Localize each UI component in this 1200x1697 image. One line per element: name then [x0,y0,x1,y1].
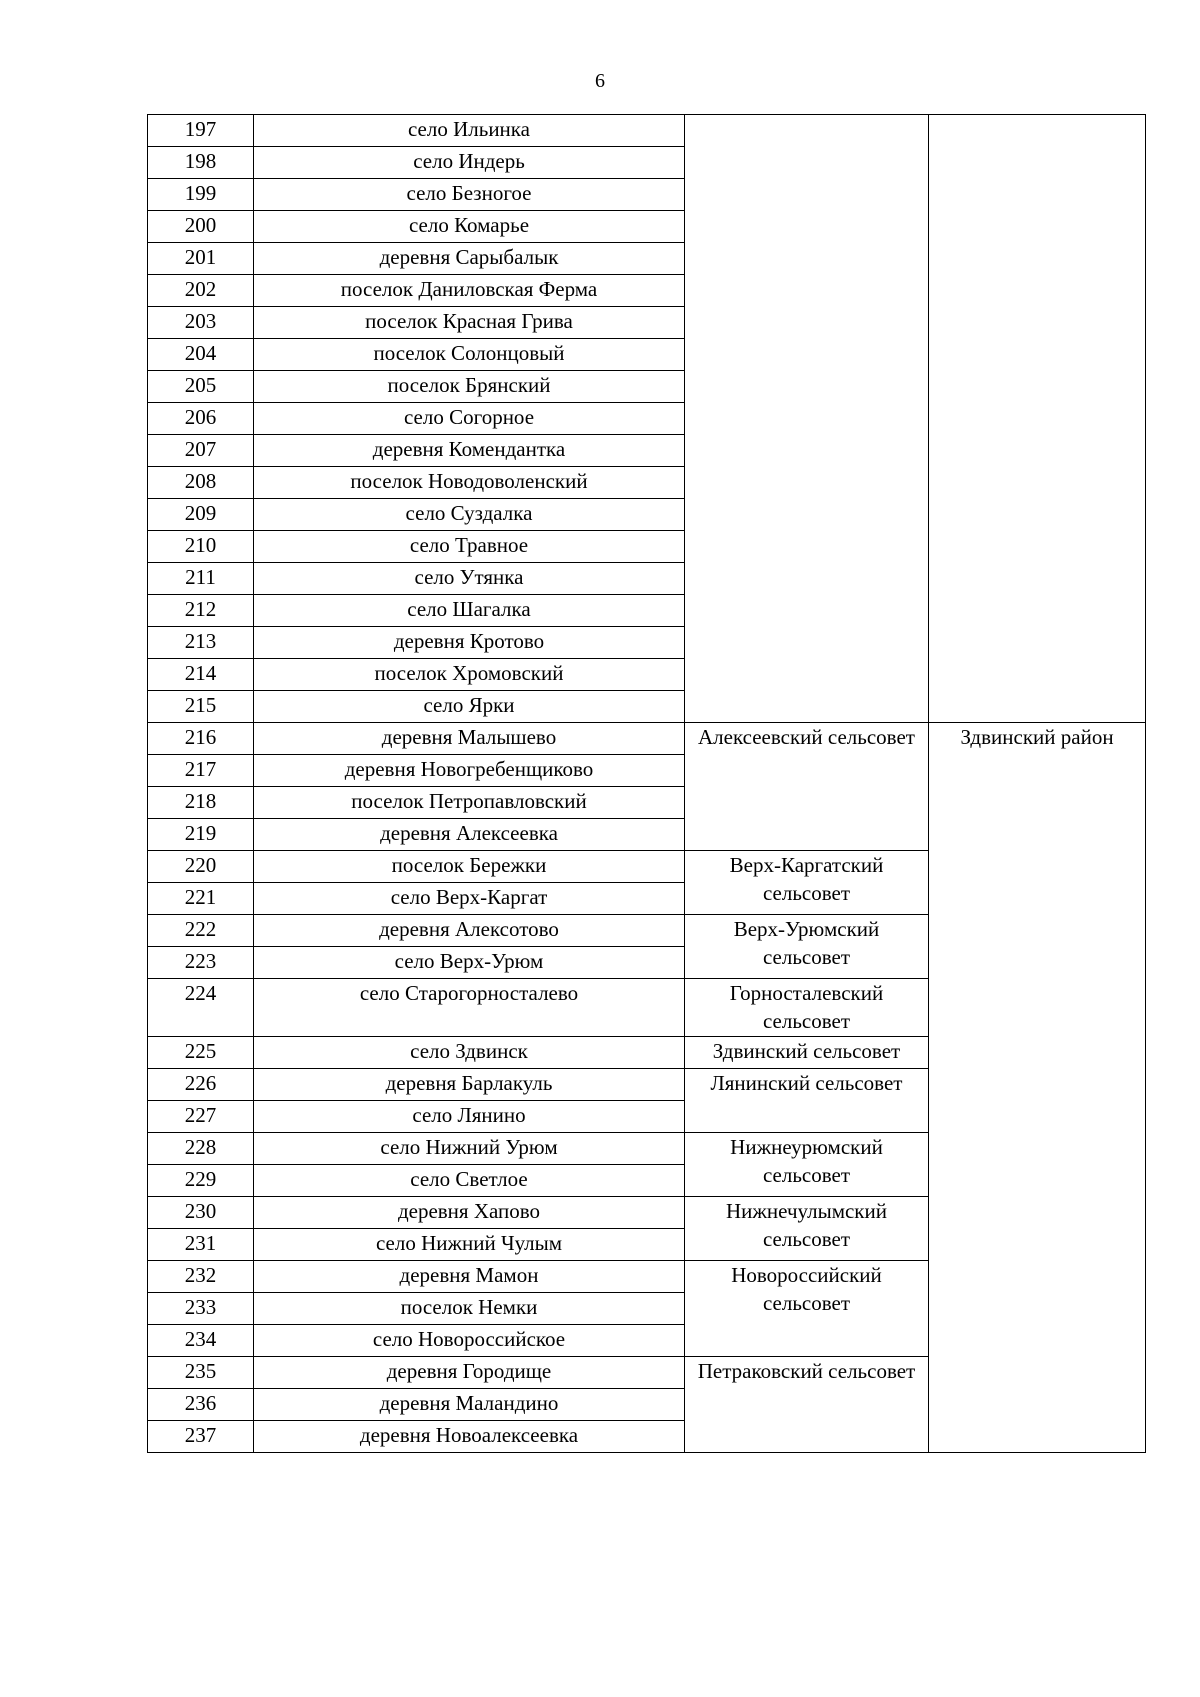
row-number: 217 [148,755,254,787]
settlement-name: село Шагалка [254,595,685,627]
settlement-name: поселок Немки [254,1293,685,1325]
row-number: 234 [148,1325,254,1357]
settlement-name: деревня Алексотово [254,915,685,947]
settlement-name: село Комарье [254,211,685,243]
settlement-name: село Лянино [254,1101,685,1133]
settlement-name: село Верх-Каргат [254,883,685,915]
settlement-name: деревня Новогребенщиково [254,755,685,787]
settlement-name: деревня Новоалексеевка [254,1421,685,1453]
row-number: 199 [148,179,254,211]
settlement-name: село Утянка [254,563,685,595]
row-number: 214 [148,659,254,691]
settlement-name: село Ильинка [254,115,685,147]
row-number: 228 [148,1133,254,1165]
row-number: 212 [148,595,254,627]
council-name: Новороссийский сельсовет [685,1261,929,1357]
row-number: 232 [148,1261,254,1293]
council-name: Верх-Урюмский сельсовет [685,915,929,979]
council-name: Нижнечулымский сельсовет [685,1197,929,1261]
settlement-name: село Здвинск [254,1037,685,1069]
row-number: 216 [148,723,254,755]
settlement-name: деревня Алексеевка [254,819,685,851]
council-name: Алексеевский сельсовет [685,723,929,851]
settlement-name: село Ярки [254,691,685,723]
row-number: 218 [148,787,254,819]
settlement-name: деревня Сарыбалык [254,243,685,275]
settlements-table-body [148,115,1146,1453]
row-number: 231 [148,1229,254,1261]
district-name [929,115,1146,723]
row-number: 222 [148,915,254,947]
settlements-table [147,114,1146,1453]
settlement-name: поселок Хромовский [254,659,685,691]
row-number: 230 [148,1197,254,1229]
settlement-name: поселок Новодоволенский [254,467,685,499]
settlement-name: поселок Петропавловский [254,787,685,819]
row-number: 213 [148,627,254,659]
settlement-name: село Индерь [254,147,685,179]
row-number: 235 [148,1357,254,1389]
row-number: 226 [148,1069,254,1101]
row-number: 227 [148,1101,254,1133]
row-number: 237 [148,1421,254,1453]
row-number: 220 [148,851,254,883]
settlement-name: деревня Маландино [254,1389,685,1421]
settlement-name: село Согорное [254,403,685,435]
row-number: 210 [148,531,254,563]
council-name: Верх-Каргатский сельсовет [685,851,929,915]
row-number: 223 [148,947,254,979]
settlement-name: село Суздалка [254,499,685,531]
settlement-name: село Старогорносталево [254,979,685,1037]
settlement-name: деревня Хапово [254,1197,685,1229]
settlement-name: село Верх-Урюм [254,947,685,979]
settlement-name: поселок Даниловская Ферма [254,275,685,307]
row-number: 203 [148,307,254,339]
settlement-name: деревня Комендантка [254,435,685,467]
council-name: Здвинский сельсовет [685,1037,929,1069]
row-number: 208 [148,467,254,499]
settlement-name: деревня Городище [254,1357,685,1389]
council-name: Нижнеурюмский сельсовет [685,1133,929,1197]
row-number: 204 [148,339,254,371]
row-number: 201 [148,243,254,275]
settlement-name: деревня Малышево [254,723,685,755]
row-number: 211 [148,563,254,595]
row-number: 215 [148,691,254,723]
row-number: 224 [148,979,254,1037]
row-number: 198 [148,147,254,179]
row-number: 225 [148,1037,254,1069]
row-number: 229 [148,1165,254,1197]
row-number: 209 [148,499,254,531]
settlement-name: поселок Солонцовый [254,339,685,371]
row-number: 207 [148,435,254,467]
page-number: 6 [595,70,605,92]
settlement-name: село Нижний Урюм [254,1133,685,1165]
settlement-name: деревня Барлакуль [254,1069,685,1101]
row-number: 236 [148,1389,254,1421]
settlement-name: поселок Бережки [254,851,685,883]
row-number: 197 [148,115,254,147]
settlement-name: поселок Брянский [254,371,685,403]
table-row [148,115,1146,147]
district-name: Здвинский район [929,723,1146,1453]
council-name: Петраковский сельсовет [685,1357,929,1453]
settlement-name: деревня Кротово [254,627,685,659]
row-number: 219 [148,819,254,851]
table-row [148,723,1146,755]
row-number: 200 [148,211,254,243]
council-name: Лянинский сельсовет [685,1069,929,1133]
council-name [685,115,929,723]
row-number: 205 [148,371,254,403]
settlement-name: поселок Красная Грива [254,307,685,339]
row-number: 206 [148,403,254,435]
settlement-name: село Новороссийское [254,1325,685,1357]
settlement-name: село Травное [254,531,685,563]
row-number: 221 [148,883,254,915]
row-number: 233 [148,1293,254,1325]
council-name: Горносталевский сельсовет [685,979,929,1037]
settlement-name: село Безногое [254,179,685,211]
row-number: 202 [148,275,254,307]
settlement-name: село Нижний Чулым [254,1229,685,1261]
settlement-name: деревня Мамон [254,1261,685,1293]
settlement-name: село Светлое [254,1165,685,1197]
